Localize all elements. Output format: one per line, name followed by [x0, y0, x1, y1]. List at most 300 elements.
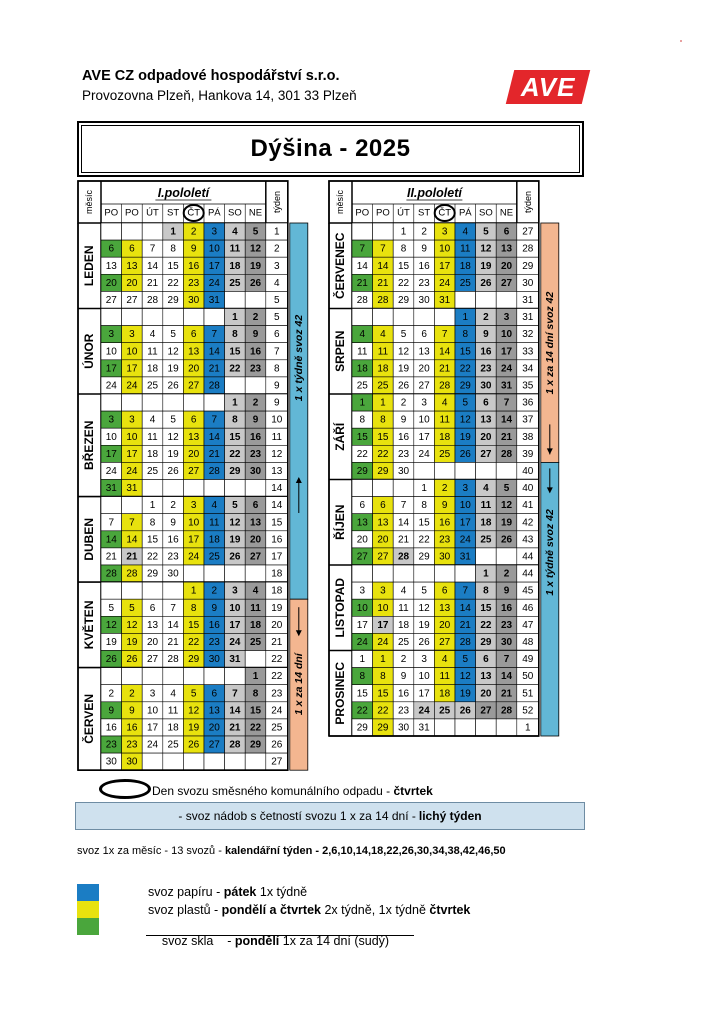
day-number: 5: [483, 226, 489, 238]
day-number: 21: [397, 534, 410, 546]
day-cell: [142, 394, 163, 411]
day-number: 30: [397, 722, 410, 734]
week-number: 11: [271, 431, 282, 443]
day-cell: [204, 480, 225, 497]
day-number: 6: [149, 602, 156, 614]
day-number: 26: [500, 534, 513, 546]
day-number: 4: [170, 688, 176, 700]
day-number: 23: [249, 448, 262, 460]
day-number: 21: [146, 277, 159, 289]
day-number: 4: [149, 329, 156, 341]
day-cell: [122, 497, 143, 514]
day-number: 24: [188, 551, 200, 563]
day-number: 31: [208, 294, 220, 306]
day-number: 31: [126, 483, 138, 495]
day-number: 25: [146, 465, 159, 477]
day-number: 4: [400, 585, 407, 597]
day-number: 6: [108, 243, 115, 255]
day-number: 26: [126, 654, 138, 666]
day-number: 16: [418, 260, 430, 272]
day-number: 26: [105, 654, 117, 666]
week-number: 44: [522, 551, 534, 563]
day-number: 13: [500, 243, 513, 255]
day-number: 23: [105, 739, 117, 751]
legend-underline: [146, 935, 414, 936]
day-number: 29: [377, 722, 389, 734]
day-number: 17: [418, 431, 430, 443]
day-number: 26: [249, 277, 262, 289]
day-number: 14: [146, 260, 159, 272]
day-cell: [373, 223, 394, 240]
day-number: 6: [441, 585, 448, 597]
day-cell: [245, 291, 266, 308]
day-cell: [122, 394, 143, 411]
week-number: 1: [274, 226, 280, 238]
plastic-swatch: [77, 901, 99, 918]
day-number: 23: [188, 277, 200, 289]
day-number: 27: [356, 551, 368, 563]
day-number: 25: [249, 636, 262, 648]
day-number: 30: [500, 636, 513, 648]
day-number: 16: [188, 260, 200, 272]
week-number: 2: [274, 243, 280, 255]
day-number: 3: [232, 585, 238, 597]
legend-band-text: - svoz nádob s četností svozu 1 x za 14 dní -: [178, 809, 416, 823]
day-number: 16: [439, 517, 451, 529]
day-number: 13: [480, 671, 492, 683]
weekly-strip: [290, 223, 308, 599]
day-number: 12: [459, 414, 471, 426]
day-cell: [101, 582, 122, 599]
day-number: 20: [480, 688, 492, 700]
weekday-1: PO: [376, 207, 390, 219]
day-number: 1: [252, 671, 259, 683]
day-number: 5: [400, 329, 407, 341]
company-name: AVE CZ odpadové hospodářství s.r.o.: [82, 68, 340, 84]
legend-plastic-bold: pondělí a čtvrtek: [221, 903, 321, 917]
day-number: 26: [459, 448, 471, 460]
day-number: 2: [252, 397, 259, 409]
day-number: 17: [459, 517, 471, 529]
week-number: 4: [274, 277, 280, 289]
day-number: 5: [129, 602, 135, 614]
day-number: 15: [167, 260, 179, 272]
day-number: 18: [229, 260, 241, 272]
weekday-2: ÚT: [397, 207, 410, 219]
day-number: 26: [418, 636, 430, 648]
col-mesic-label: měsíc: [84, 189, 94, 215]
day-number: 14: [167, 619, 179, 631]
day-number: 23: [126, 739, 138, 751]
week-number: 5: [274, 294, 280, 306]
month-červen: [78, 668, 288, 771]
week-number: 45: [522, 585, 534, 597]
day-number: 25: [397, 636, 410, 648]
day-number: 8: [190, 602, 197, 614]
month-červenec: [329, 223, 539, 309]
day-number: 1: [359, 654, 366, 666]
month-name: ZÁŘÍ: [333, 422, 347, 451]
week-number: 43: [522, 534, 534, 546]
day-number: 27: [249, 551, 262, 563]
day-number: 8: [149, 517, 156, 529]
day-number: 14: [229, 705, 241, 717]
weekday-5: PÁ: [207, 207, 221, 219]
day-cell: [476, 291, 497, 308]
day-number: 13: [188, 346, 200, 358]
month-prosinec: [329, 651, 539, 737]
day-number: 2: [190, 226, 197, 238]
day-number: 10: [208, 243, 220, 255]
day-cell: [225, 291, 246, 308]
day-number: 18: [146, 448, 159, 460]
day-number: 1: [421, 483, 427, 495]
week-number: 14: [271, 500, 283, 512]
legend-thursday: [152, 784, 433, 798]
day-number: 10: [418, 414, 430, 426]
day-number: 1: [380, 654, 386, 666]
day-number: 19: [126, 636, 138, 648]
day-number: 31: [418, 722, 430, 734]
week-number: 18: [271, 568, 283, 580]
day-number: 13: [126, 260, 138, 272]
day-number: 23: [480, 363, 492, 375]
week-number: 33: [522, 346, 534, 358]
weekday-3: ST: [167, 207, 180, 219]
day-number: 6: [129, 243, 135, 255]
day-number: 26: [167, 465, 179, 477]
day-number: 15: [249, 705, 262, 717]
day-number: 8: [421, 500, 427, 512]
day-cell: [352, 223, 373, 240]
week-number: 24: [271, 705, 283, 717]
day-number: 20: [249, 534, 262, 546]
day-number: 17: [105, 363, 117, 375]
day-number: 30: [167, 568, 179, 580]
day-number: 14: [377, 260, 389, 272]
week-number: 48: [522, 636, 534, 648]
day-cell: [183, 309, 204, 326]
day-number: 25: [146, 380, 159, 392]
legend-monthly: [77, 845, 506, 857]
day-number: 13: [146, 619, 159, 631]
day-number: 15: [188, 619, 200, 631]
day-number: 24: [126, 380, 138, 392]
day-number: 15: [418, 517, 430, 529]
week-number: 10: [271, 414, 283, 426]
day-number: 12: [126, 619, 138, 631]
week-number: 52: [522, 705, 534, 717]
day-number: 31: [229, 654, 241, 666]
day-number: 18: [356, 363, 368, 375]
day-number: 7: [211, 414, 218, 426]
day-number: 19: [418, 619, 430, 631]
day-number: 22: [146, 551, 159, 563]
month-name: ČERVENEC: [333, 232, 347, 299]
day-number: 17: [377, 619, 389, 631]
day-number: 20: [377, 534, 389, 546]
day-cell: [373, 480, 394, 497]
strip-weekly-text: 1 x týdně svoz 42: [543, 509, 556, 596]
day-cell: [455, 291, 476, 308]
day-number: 17: [208, 260, 220, 272]
day-number: 11: [357, 346, 368, 358]
day-number: 9: [170, 517, 176, 529]
legend-glass-bold: pondělí: [234, 934, 280, 948]
half-1: [78, 181, 308, 770]
week-number: 9: [274, 397, 280, 409]
col-tyden-label: týden: [271, 190, 282, 214]
day-number: 30: [249, 465, 262, 477]
week-number: 40: [522, 483, 534, 495]
day-cell: [163, 582, 184, 599]
day-number: 2: [252, 312, 259, 324]
day-number: 12: [188, 705, 200, 717]
day-number: 23: [249, 363, 262, 375]
day-number: 6: [483, 654, 489, 666]
strip-biweekly-text: 1 x za 14 dní svoz 42: [543, 291, 556, 395]
day-number: 5: [108, 602, 115, 614]
day-number: 22: [229, 448, 241, 460]
weekday-0: PO: [355, 207, 370, 219]
day-cell: [245, 480, 266, 497]
day-number: 15: [397, 260, 410, 272]
day-cell: [122, 668, 143, 685]
day-cell: [245, 753, 266, 770]
glass-swatch: [77, 918, 99, 935]
col-mesic-label: měsíc: [335, 189, 345, 215]
day-number: 29: [459, 380, 471, 392]
day-number: 1: [232, 312, 238, 324]
day-number: 1: [483, 568, 489, 580]
day-number: 6: [359, 500, 366, 512]
day-number: 28: [126, 568, 138, 580]
day-number: 28: [459, 636, 471, 648]
day-number: 27: [439, 636, 451, 648]
day-number: 3: [129, 414, 135, 426]
day-number: 10: [377, 602, 389, 614]
day-number: 29: [356, 722, 368, 734]
week-number: 38: [522, 431, 534, 443]
day-number: 4: [359, 329, 366, 341]
day-number: 22: [377, 448, 389, 460]
month-name: ČERVEN: [82, 694, 96, 744]
day-number: 19: [105, 636, 117, 648]
week-number: 42: [522, 517, 534, 529]
day-number: 28: [208, 465, 220, 477]
day-number: 28: [439, 380, 451, 392]
day-number: 11: [460, 243, 471, 255]
day-number: 7: [359, 243, 366, 255]
day-number: 23: [418, 277, 430, 289]
day-number: 29: [167, 294, 179, 306]
day-number: 12: [229, 517, 241, 529]
day-number: 9: [108, 705, 115, 717]
day-number: 24: [208, 277, 220, 289]
day-number: 16: [397, 431, 410, 443]
day-number: 30: [439, 551, 451, 563]
day-number: 16: [126, 722, 138, 734]
week-number: 31: [522, 294, 534, 306]
day-number: 21: [105, 551, 117, 563]
day-number: 9: [129, 705, 135, 717]
legend-band-bold: lichý týden: [418, 809, 482, 823]
day-number: 30: [397, 465, 410, 477]
day-number: 14: [500, 671, 513, 683]
day-number: 22: [356, 448, 368, 460]
day-number: 21: [459, 619, 471, 631]
day-cell: [225, 668, 246, 685]
day-number: 14: [356, 260, 368, 272]
day-number: 5: [462, 654, 469, 666]
day-number: 18: [397, 619, 410, 631]
strip-biweekly-text: 1 x za 14 dní: [292, 653, 305, 716]
month-listopad: [329, 565, 539, 651]
day-number: 7: [129, 517, 135, 529]
day-number: 4: [441, 654, 448, 666]
day-number: 25: [439, 705, 451, 717]
day-number: 8: [483, 585, 489, 597]
day-number: 23: [167, 551, 179, 563]
day-number: 20: [146, 636, 159, 648]
weekday-6: SO: [228, 207, 242, 219]
day-cell: [352, 309, 373, 326]
day-cell: [204, 753, 225, 770]
weekly-strip: [541, 462, 559, 736]
day-number: 22: [480, 619, 492, 631]
day-cell: [373, 565, 394, 582]
day-cell: [142, 309, 163, 326]
day-number: 18: [480, 517, 492, 529]
day-number: 21: [500, 431, 513, 443]
day-number: 14: [500, 414, 513, 426]
day-number: 28: [397, 551, 410, 563]
day-number: 25: [377, 380, 389, 392]
day-number: 21: [439, 363, 451, 375]
day-number: 30: [188, 294, 200, 306]
day-number: 3: [380, 585, 386, 597]
day-number: 16: [480, 346, 492, 358]
day-number: 12: [249, 243, 262, 255]
paper-swatch: [77, 884, 99, 901]
day-number: 8: [359, 671, 366, 683]
day-number: 5: [170, 414, 176, 426]
day-number: 10: [459, 500, 471, 512]
day-number: 17: [126, 448, 138, 460]
logo-text: AVE: [520, 71, 576, 102]
day-cell: [476, 719, 497, 736]
day-cell: [101, 223, 122, 240]
day-number: 7: [503, 397, 510, 409]
half-label: I.pololetí: [157, 186, 210, 200]
day-number: 3: [421, 397, 427, 409]
day-cell: [496, 548, 517, 565]
week-number: 37: [522, 414, 534, 426]
day-number: 2: [211, 585, 218, 597]
month-name: KVĚTEN: [82, 600, 96, 650]
day-number: 18: [208, 534, 220, 546]
day-cell: [142, 480, 163, 497]
day-cell: [245, 377, 266, 394]
day-number: 11: [480, 500, 492, 512]
day-number: 27: [480, 448, 492, 460]
day-cell: [434, 719, 455, 736]
day-cell: [163, 753, 184, 770]
day-cell: [393, 480, 414, 497]
day-number: 12: [397, 346, 410, 358]
day-number: 24: [229, 636, 241, 648]
day-cell: [101, 394, 122, 411]
col-tyden-label: týden: [522, 190, 533, 214]
day-number: 3: [108, 329, 115, 341]
day-number: 17: [356, 619, 368, 631]
day-number: 8: [359, 414, 366, 426]
week-number: 47: [522, 619, 534, 631]
month-name: ŘÍJEN: [333, 504, 347, 540]
day-number: 23: [397, 705, 410, 717]
day-number: 12: [459, 671, 471, 683]
week-number: 13: [271, 465, 283, 477]
day-number: 31: [500, 380, 513, 392]
day-number: 16: [249, 346, 262, 358]
day-number: 5: [421, 585, 427, 597]
day-number: 12: [418, 602, 430, 614]
week-number: 36: [522, 397, 534, 409]
legend-plastic: [148, 903, 470, 917]
company-address: Provozovna Plzeň, Hankova 14, 301 33 Plzeň: [82, 88, 357, 103]
day-cell: [225, 480, 246, 497]
day-number: 5: [503, 483, 510, 495]
day-number: 8: [252, 688, 259, 700]
day-number: 11: [250, 602, 261, 614]
day-cell: [225, 565, 246, 582]
week-number: 40: [522, 465, 534, 477]
day-number: 1: [149, 500, 156, 512]
day-number: 20: [439, 619, 451, 631]
day-number: 20: [418, 363, 430, 375]
day-number: 13: [356, 517, 368, 529]
day-number: 27: [500, 277, 513, 289]
day-number: 19: [249, 260, 262, 272]
day-number: 8: [380, 414, 386, 426]
day-cell: [496, 462, 517, 479]
day-number: 3: [421, 654, 427, 666]
day-number: 6: [503, 226, 510, 238]
legend-thursday-text: Den svozu směsného komunálního odpadu -: [152, 784, 394, 798]
weekday-7: NE: [499, 207, 514, 219]
day-number: 22: [167, 277, 179, 289]
legend-biweekly-band: [75, 802, 585, 830]
day-number: 10: [126, 431, 138, 443]
day-number: 7: [149, 243, 156, 255]
week-number: 12: [271, 448, 283, 460]
day-number: 16: [105, 722, 117, 734]
day-number: 4: [462, 226, 469, 238]
day-number: 10: [105, 346, 117, 358]
day-number: 4: [380, 329, 386, 341]
day-cell: [496, 291, 517, 308]
day-number: 20: [480, 431, 492, 443]
weekday-1: PO: [125, 207, 139, 219]
day-number: 6: [483, 397, 489, 409]
day-number: 13: [249, 517, 262, 529]
day-cell: [101, 309, 122, 326]
day-number: 5: [252, 226, 259, 238]
day-cell: [496, 719, 517, 736]
day-number: 11: [147, 346, 158, 358]
weekday-6: SO: [479, 207, 493, 219]
day-number: 29: [146, 568, 159, 580]
